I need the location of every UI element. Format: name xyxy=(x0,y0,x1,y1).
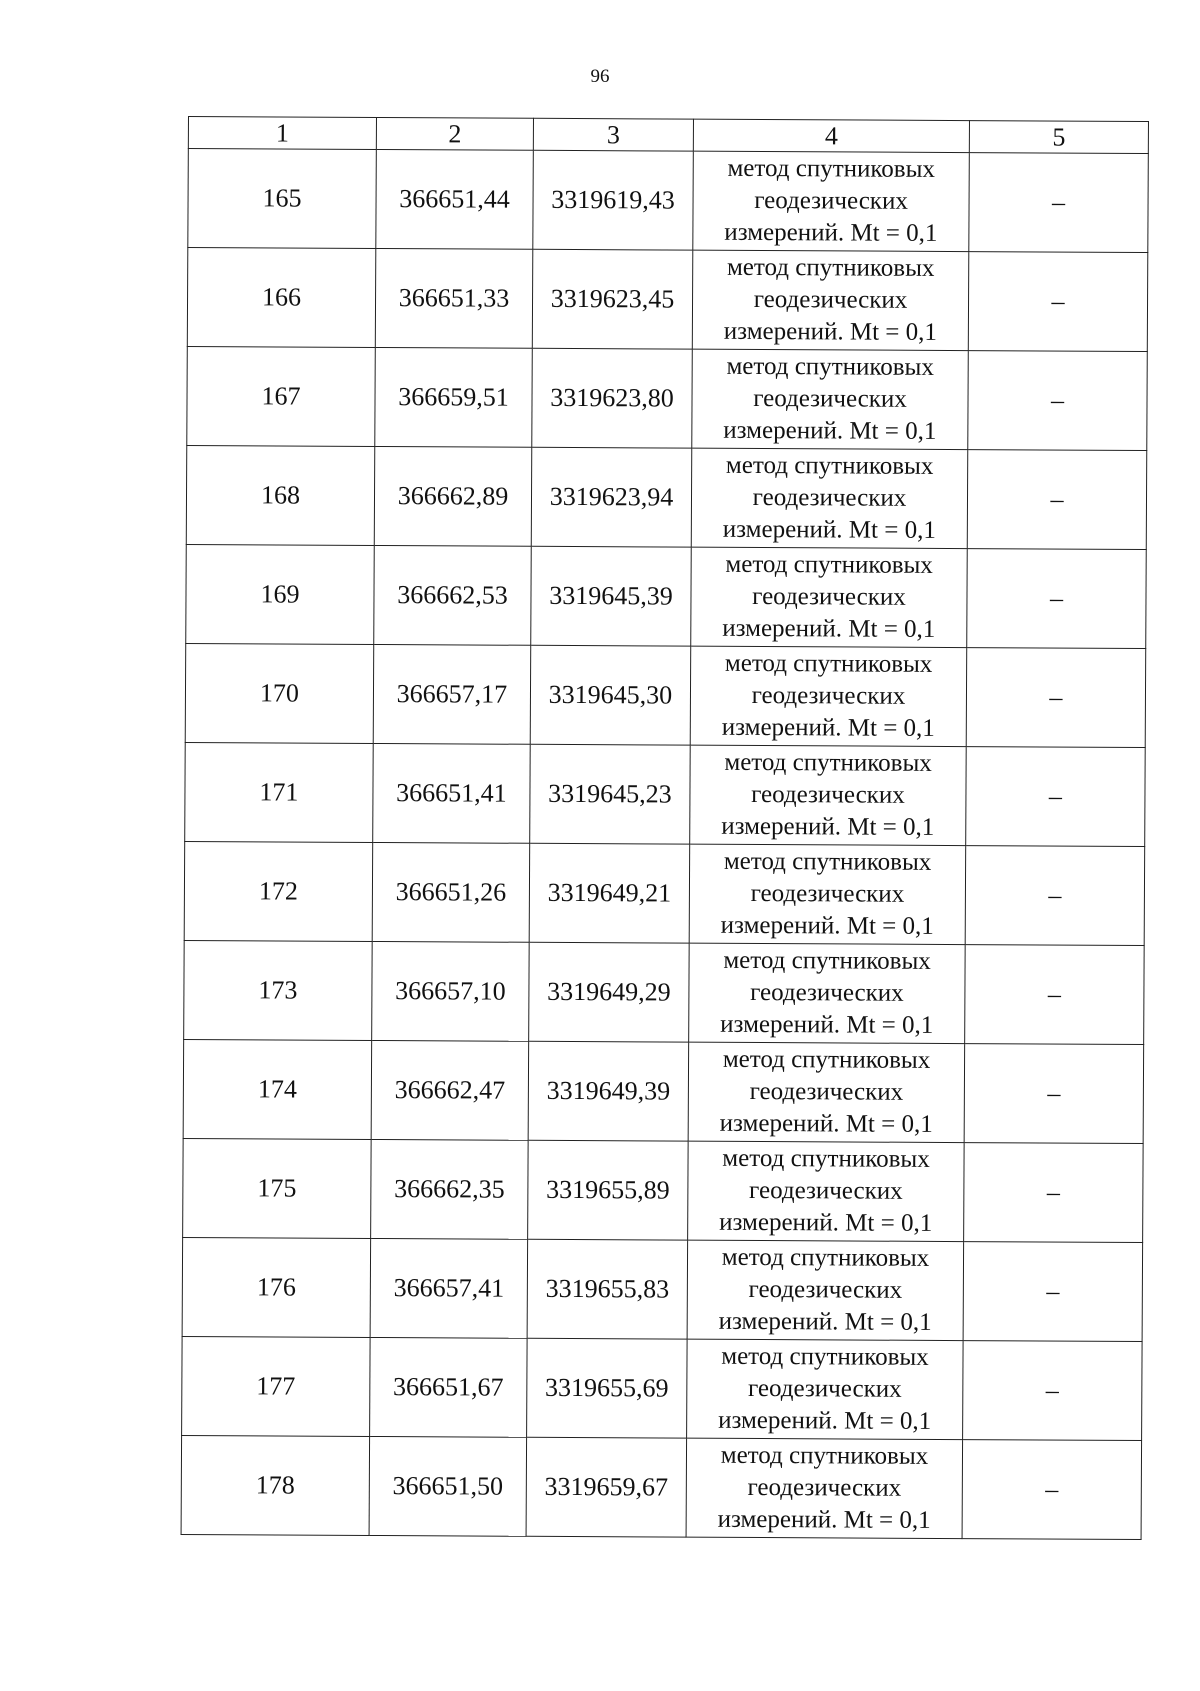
method-cell xyxy=(691,547,968,647)
table-row xyxy=(187,346,1148,450)
y-coordinate-cell: 3319623,80 xyxy=(532,348,693,448)
column-header-5: 5 xyxy=(969,121,1148,154)
page-number: 96 xyxy=(590,66,610,87)
method-line: измерений. Mt = 0,1 xyxy=(723,317,937,346)
method-line: измерений. Mt = 0,1 xyxy=(720,1010,934,1039)
method-line: метод спутниковых xyxy=(725,550,933,579)
y-coordinate-cell: 3319645,23 xyxy=(530,744,691,844)
point-number-cell: 174 xyxy=(183,1039,372,1139)
column-header-3: 3 xyxy=(533,118,693,151)
point-number-cell: 173 xyxy=(184,940,373,1040)
table-body xyxy=(181,149,1148,1540)
point-number-cell: 176 xyxy=(182,1237,371,1337)
note-cell: – xyxy=(966,747,1146,847)
method-line: геодезических xyxy=(754,186,908,215)
y-coordinate-cell: 3319619,43 xyxy=(533,150,694,250)
point-number-cell: 169 xyxy=(186,544,375,644)
table-row xyxy=(188,149,1149,253)
method-cell xyxy=(692,349,969,449)
x-coordinate-cell: 366651,67 xyxy=(370,1337,528,1437)
table-row xyxy=(185,643,1146,747)
note-cell: – xyxy=(969,153,1149,253)
method-line: метод спутниковых xyxy=(722,1144,930,1173)
coordinates-table xyxy=(181,116,1149,1540)
table-row xyxy=(182,1336,1143,1440)
table-header xyxy=(188,117,1148,154)
point-number-cell: 167 xyxy=(187,346,376,446)
method-line: метод спутниковых xyxy=(722,1045,931,1074)
method-line: геодезических xyxy=(752,483,907,512)
x-coordinate-cell: 366657,10 xyxy=(372,941,530,1041)
method-line: геодезических xyxy=(753,285,908,314)
x-coordinate-cell: 366651,44 xyxy=(376,149,534,249)
note-cell: – xyxy=(968,252,1148,352)
y-coordinate-cell: 3319655,83 xyxy=(527,1239,688,1339)
note-cell: – xyxy=(964,1044,1144,1144)
method-line: метод спутниковых xyxy=(720,1441,929,1470)
table-row xyxy=(183,1138,1144,1242)
method-cell xyxy=(687,1240,964,1340)
column-header-1: 1 xyxy=(188,117,376,150)
method-line: метод спутниковых xyxy=(726,352,934,381)
x-coordinate-cell: 366657,17 xyxy=(373,644,531,744)
column-header-2: 2 xyxy=(376,117,533,150)
method-line: геодезических xyxy=(751,780,905,809)
method-cell xyxy=(693,151,970,251)
method-line: измерений. Mt = 0,1 xyxy=(719,1109,933,1138)
y-coordinate-cell: 3319655,89 xyxy=(528,1140,689,1240)
method-cell xyxy=(691,448,968,548)
x-coordinate-cell: 366651,41 xyxy=(373,743,531,843)
method-line: метод спутниковых xyxy=(721,1342,929,1371)
method-line: геодезических xyxy=(750,978,904,1007)
method-cell xyxy=(688,1042,965,1142)
note-cell: – xyxy=(968,351,1148,451)
note-cell: – xyxy=(966,648,1146,748)
y-coordinate-cell: 3319623,45 xyxy=(532,249,693,349)
note-cell: – xyxy=(962,1440,1142,1540)
method-line: метод спутниковых xyxy=(726,253,935,282)
method-line: измерений. Mt = 0,1 xyxy=(720,911,934,940)
note-cell: – xyxy=(964,1143,1144,1243)
method-cell xyxy=(688,1141,965,1241)
y-coordinate-cell: 3319659,67 xyxy=(526,1437,687,1537)
y-coordinate-cell: 3319655,69 xyxy=(527,1338,688,1438)
method-cell xyxy=(687,1339,964,1439)
method-line: геодезических xyxy=(753,384,907,413)
header-row xyxy=(188,117,1148,154)
method-line: геодезических xyxy=(749,1176,903,1205)
table-row xyxy=(182,1237,1143,1341)
note-cell: – xyxy=(967,450,1147,550)
method-line: геодезических xyxy=(749,1077,904,1106)
table-row xyxy=(187,248,1148,352)
table-row xyxy=(185,742,1146,846)
x-coordinate-cell: 366659,51 xyxy=(375,347,533,447)
method-line: геодезических xyxy=(748,1275,903,1304)
method-line: измерений. Mt = 0,1 xyxy=(717,1505,931,1534)
method-line: метод спутниковых xyxy=(723,847,932,876)
note-cell: – xyxy=(967,549,1147,649)
point-number-cell: 170 xyxy=(185,643,374,743)
table-row xyxy=(183,1039,1144,1143)
x-coordinate-cell: 366651,33 xyxy=(375,248,533,348)
y-coordinate-cell: 3319645,39 xyxy=(531,546,692,646)
x-coordinate-cell: 366662,53 xyxy=(374,545,532,645)
x-coordinate-cell: 366657,41 xyxy=(370,1238,528,1338)
method-line: метод спутниковых xyxy=(721,1243,930,1272)
table-row xyxy=(186,544,1147,648)
method-line: геодезических xyxy=(747,1374,902,1403)
point-number-cell: 165 xyxy=(188,149,377,249)
y-coordinate-cell: 3319649,39 xyxy=(528,1041,689,1141)
point-number-cell: 177 xyxy=(182,1336,371,1436)
method-line: метод спутниковых xyxy=(724,649,933,678)
method-line: метод спутниковых xyxy=(727,154,936,183)
method-line: измерений. Mt = 0,1 xyxy=(722,614,936,643)
method-line: метод спутниковых xyxy=(724,748,932,777)
note-cell: – xyxy=(965,945,1145,1045)
method-line: геодезических xyxy=(747,1473,902,1502)
method-cell xyxy=(692,250,969,350)
y-coordinate-cell: 3319649,21 xyxy=(529,843,690,943)
table-row xyxy=(184,841,1145,945)
point-number-cell: 175 xyxy=(183,1138,372,1238)
method-line: измерений. Mt = 0,1 xyxy=(721,713,935,742)
x-coordinate-cell: 366651,26 xyxy=(372,842,530,942)
method-line: измерений. Mt = 0,1 xyxy=(722,515,936,544)
method-cell xyxy=(689,844,966,944)
method-line: геодезических xyxy=(751,681,906,710)
method-line: метод спутниковых xyxy=(723,946,931,975)
point-number-cell: 168 xyxy=(186,445,375,545)
method-cell xyxy=(689,943,966,1043)
method-line: измерений. Mt = 0,1 xyxy=(719,1208,933,1237)
method-line: измерений. Mt = 0,1 xyxy=(724,218,938,247)
table-row xyxy=(186,445,1147,549)
method-line: метод спутниковых xyxy=(725,451,934,480)
x-coordinate-cell: 366651,50 xyxy=(369,1436,527,1536)
method-line: измерений. Mt = 0,1 xyxy=(721,812,935,841)
table-row xyxy=(184,940,1145,1044)
point-number-cell: 178 xyxy=(181,1435,370,1535)
note-cell: – xyxy=(965,846,1145,946)
x-coordinate-cell: 366662,47 xyxy=(371,1040,529,1140)
method-line: геодезических xyxy=(752,582,906,611)
note-cell: – xyxy=(963,1242,1143,1342)
method-line: измерений. Mt = 0,1 xyxy=(718,1307,932,1336)
method-cell xyxy=(690,646,967,746)
point-number-cell: 166 xyxy=(187,248,376,348)
method-cell xyxy=(686,1438,963,1538)
note-cell: – xyxy=(963,1341,1143,1441)
y-coordinate-cell: 3319645,30 xyxy=(530,645,691,745)
point-number-cell: 171 xyxy=(185,742,374,842)
y-coordinate-cell: 3319623,94 xyxy=(531,447,692,547)
method-cell xyxy=(690,745,967,845)
y-coordinate-cell: 3319649,29 xyxy=(529,942,690,1042)
method-line: измерений. Mt = 0,1 xyxy=(723,416,937,445)
table-row xyxy=(181,1435,1142,1539)
x-coordinate-cell: 366662,89 xyxy=(374,446,532,546)
column-header-4: 4 xyxy=(693,119,969,152)
method-line: измерений. Mt = 0,1 xyxy=(718,1406,932,1435)
x-coordinate-cell: 366662,35 xyxy=(371,1139,529,1239)
method-line: геодезических xyxy=(750,879,905,908)
point-number-cell: 172 xyxy=(184,841,373,941)
